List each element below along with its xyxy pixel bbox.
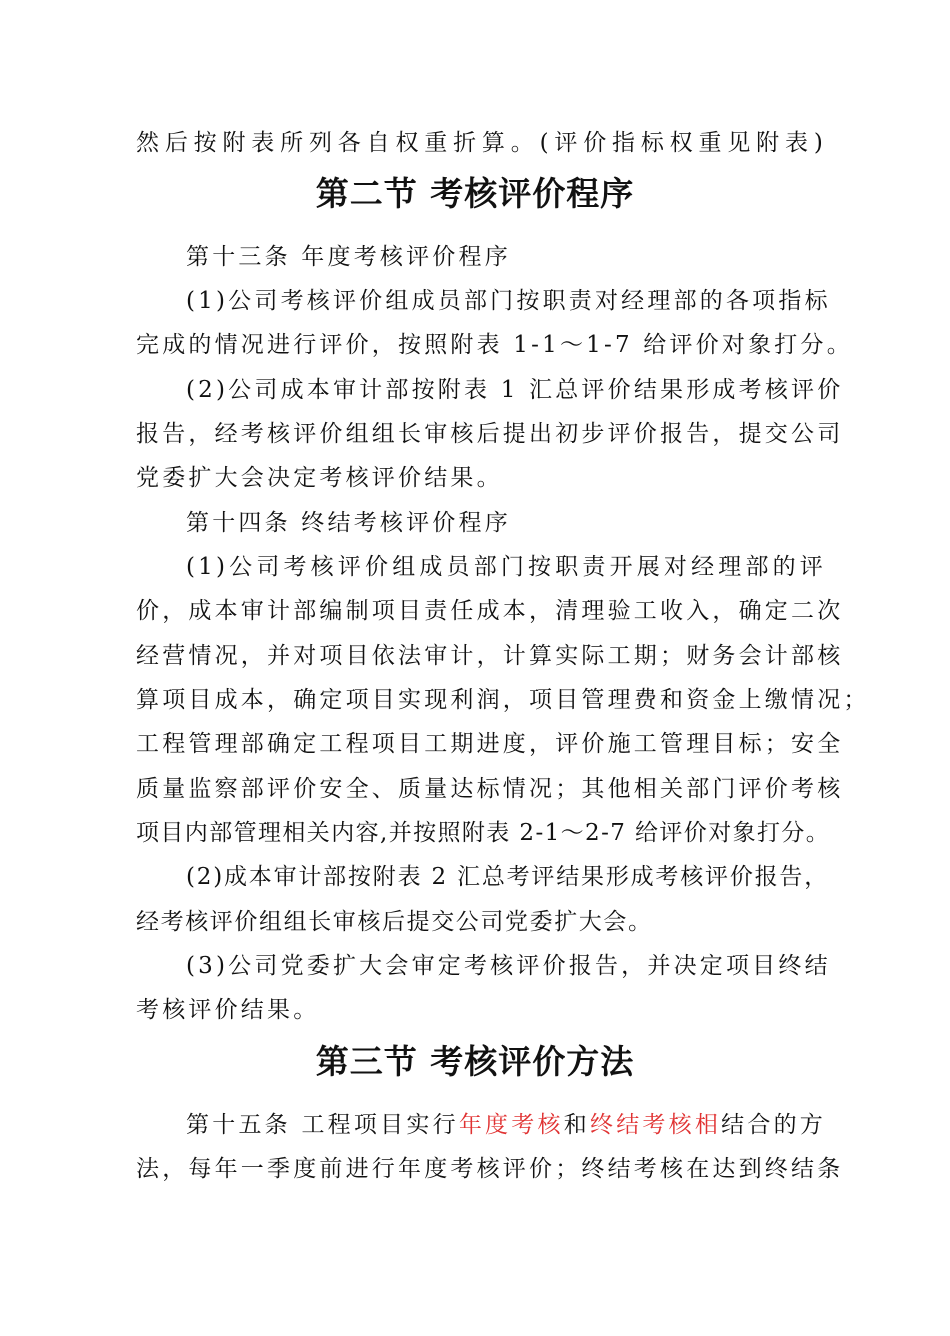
article-13-title: 第十三条 年度考核评价程序: [186, 244, 511, 270]
section-2-heading: 第二节 考核评价程序: [315, 174, 635, 213]
article-15-line-1-part-b: 和: [563, 1112, 590, 1138]
article-14-item-2-line-2: 经考核评价组组长审核后提交公司党委扩大会。: [136, 909, 653, 935]
article-14-item-1-line-2: 价，成本审计部编制项目责任成本，清理验工收入，确定二次: [136, 598, 844, 624]
article-13-item-2-line-2: 报告，经考核评价组组长审核后提出初步评价报告，提交公司: [136, 421, 844, 447]
article-13-item-1-line-1: (1)公司考核评价组成员部门按职责对经理部的各项指标: [186, 288, 831, 314]
article-14-item-3-line-1: (3)公司党委扩大会审定考核评价报告，并决定项目终结: [186, 953, 831, 979]
article-14-item-1-line-5: 工程管理部确定工程项目工期进度，评价施工管理目标；安全: [136, 731, 844, 757]
article-13-item-1-line-2: 完成的情况进行评价，按照附表 1-1～1-7 给评价对象打分。: [136, 332, 853, 358]
article-14-item-1-line-7: 项目内部管理相关内容,并按照附表 2-1～2-7 给评价对象打分。: [136, 820, 831, 846]
article-14-title: 第十四条 终结考核评价程序: [186, 510, 511, 536]
article-14-item-1-line-6: 质量监察部评价安全、质量达标情况；其他相关部门评价考核: [136, 776, 844, 802]
article-14-item-2-line-1: (2)成本审计部按附表 2 汇总考评结果形成考核评价报告，: [186, 864, 830, 890]
article-15-line-2: 法，每年一季度前进行年度考核评价；终结考核在达到终结条: [136, 1156, 844, 1182]
article-14-item-1-line-1: (1)公司考核评价组成员部门按职责开展对经理部的评: [186, 554, 826, 580]
article-14-item-1-line-3: 经营情况，并对项目依法审计，计算实际工期；财务会计部核: [136, 643, 844, 669]
annual-assessment-highlight: 年度考核: [458, 1112, 564, 1138]
article-13-item-2-line-1: (2)公司成本审计部按附表 1 汇总评价结果形成考核评价: [186, 377, 844, 403]
article-15-line-1: [186, 1110, 826, 1140]
article-14-item-3-line-2: 考核评价结果。: [136, 997, 320, 1023]
article-15-line-1-part-a: 第十五条 工程项目实行: [186, 1112, 459, 1138]
article-14-item-1-line-4: 算项目成本，确定项目实现利润，项目管理费和资金上缴情况；: [136, 687, 870, 713]
section-3-heading: 第三节 考核评价方法: [315, 1042, 635, 1081]
intro-line-1: 然后按附表所列各自权重折算。(评价指标权重见附表): [136, 130, 826, 156]
article-15-line-1-part-c: 结合的方: [721, 1112, 826, 1138]
article-13-item-2-line-3: 党委扩大会决定考核评价结果。: [136, 465, 503, 491]
final-assessment-highlight: 终结考核相: [589, 1112, 722, 1138]
